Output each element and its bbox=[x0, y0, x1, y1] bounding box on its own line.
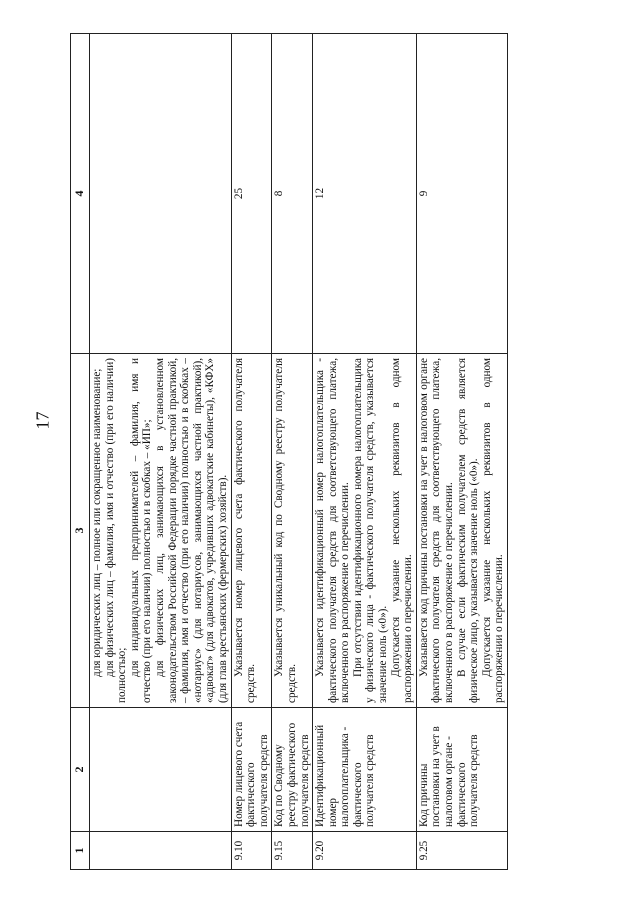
requisite-name: Код причины постановки на учет в налоговом органе - фактического получателя средств bbox=[416, 708, 507, 832]
rotated-table-wrapper bbox=[70, 34, 570, 870]
requisite-description bbox=[272, 354, 313, 708]
header-col-4: 4 bbox=[71, 34, 90, 354]
continuation-num-cell bbox=[90, 832, 232, 870]
field-length: 25 bbox=[231, 34, 272, 354]
description-paragraph: Допускается указание нескольких реквизитов в одном распоряжении о перечислении. bbox=[389, 358, 415, 703]
description-paragraph: При отсутствии идентификационного номера налогоплательщика у физического лица - фактического получателя средств, указывается значение ноль («0»). bbox=[351, 358, 390, 703]
description-paragraph: для индивидуальных предпринимателей – фамилия, имя и отчество (при его наличии) полностью и в скобках – «ИП»; bbox=[128, 358, 154, 703]
continuation-description-cell bbox=[90, 354, 232, 708]
requisite-name: Идентификационный номер налогоплательщика - фактического получателя средств bbox=[313, 708, 417, 832]
row-number: 9.20 bbox=[313, 832, 417, 870]
requisite-name: Код по Сводному реестру фактического получателя средств bbox=[272, 708, 313, 832]
header-col-3: 3 bbox=[71, 354, 90, 708]
description-paragraph: Указывается код причины постановки на учет в налоговом органе фактического получателя средств для соответствующего платежа, включенного в распоряжение о перечислении. bbox=[417, 358, 456, 703]
header-col-1: 1 bbox=[71, 832, 90, 870]
row-number: 9.10 bbox=[231, 832, 272, 870]
table-row bbox=[416, 34, 507, 870]
header-col-2: 2 bbox=[71, 708, 90, 832]
description-paragraph: Указывается номер лицевого счета фактического получателя средств. bbox=[232, 358, 258, 703]
page-number: 17 bbox=[32, 411, 53, 430]
description-paragraph: Указывается идентификационный номер налогоплательщика - фактического получателя средств для соответствующего платежа, включенного в распоряжение о перечислении. bbox=[314, 358, 352, 703]
requisite-description bbox=[231, 354, 272, 708]
description-paragraph: Допускается указание нескольких реквизитов в одном распоряжении о перечислении. bbox=[480, 358, 506, 703]
requisite-description bbox=[313, 354, 417, 708]
description-paragraph: В случае если фактическим получателем средств является физическое лицо, указывается значение ноль («0»). bbox=[455, 358, 481, 703]
continuation-row bbox=[90, 34, 232, 870]
description-paragraph: для юридических лиц – полное или сокращенное наименование; bbox=[91, 368, 103, 677]
continuation-name-cell bbox=[90, 708, 232, 832]
table-row bbox=[231, 34, 272, 870]
row-number: 9.25 bbox=[416, 832, 507, 870]
row-number: 9.15 bbox=[272, 832, 313, 870]
requisites-table bbox=[70, 33, 508, 870]
description-paragraph: для физических лиц – фамилия, имя и отчество (при его наличии) полностью; bbox=[103, 358, 129, 703]
table-row bbox=[313, 34, 417, 870]
field-length: 12 bbox=[313, 34, 417, 354]
description-paragraph: для физических лиц, занимающихся в установленном законодательством Российской Федерации порядке частной практикой, – фамилия, имя и отчество (при его наличии) полностью и в скобках – «нотариус» (для нотариусов, занимающихся частной практикой), «адвокат» (для адвокатов, учредивших адвокатские кабинеты), «КФХ» (для глав крестьянских (фермерских) хозяйств). bbox=[153, 358, 229, 703]
requisite-description bbox=[416, 354, 507, 708]
continuation-length-cell bbox=[90, 34, 232, 354]
header-row bbox=[71, 34, 90, 870]
field-length: 9 bbox=[416, 34, 507, 354]
field-length: 8 bbox=[272, 34, 313, 354]
table-row bbox=[272, 34, 313, 870]
requisite-name: Номер лицевого счета фактического получателя средств bbox=[231, 708, 272, 832]
description-paragraph: Указывается уникальный код по Сводному реестру получателя средств. bbox=[273, 358, 298, 703]
